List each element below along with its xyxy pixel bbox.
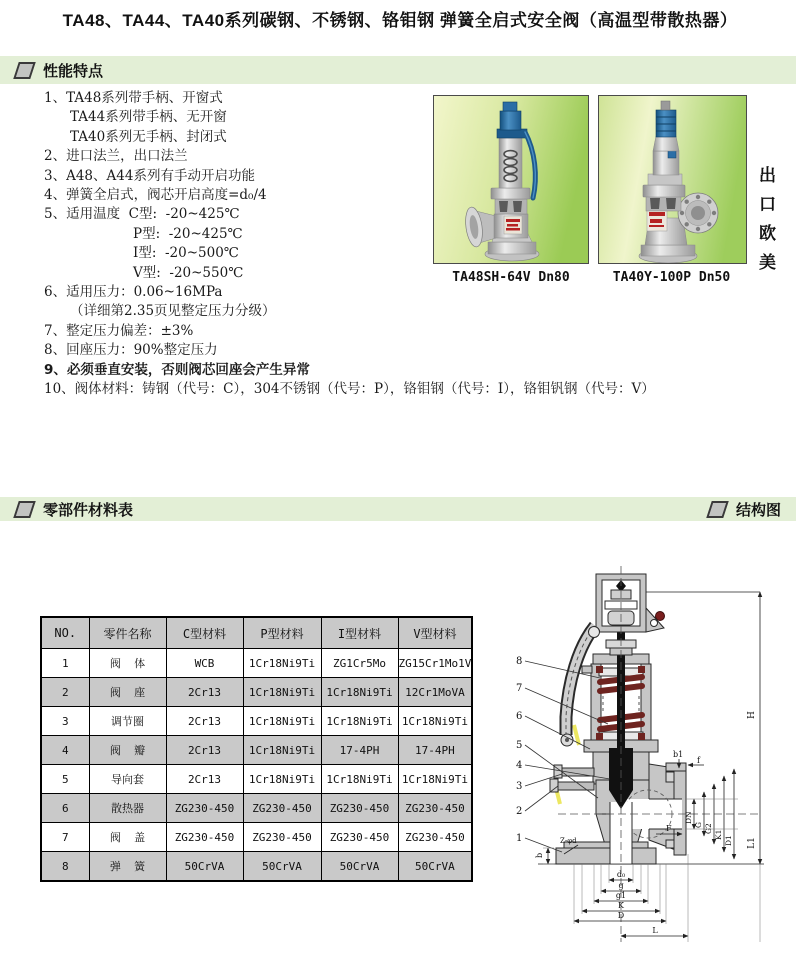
callout-1: 1 bbox=[516, 833, 523, 844]
dim-f: f bbox=[697, 756, 700, 765]
table-cell: 50CrVA bbox=[398, 852, 472, 882]
dim-G: G bbox=[694, 822, 703, 828]
table-cell: 1Cr18Ni9Ti bbox=[398, 707, 472, 736]
feature-line: TA40系列无手柄、封闭式 bbox=[70, 128, 227, 145]
table-cell: 50CrVA bbox=[166, 852, 243, 882]
feature-line: 9、必须垂直安装，否则阀芯回座会产生异常 bbox=[44, 361, 310, 378]
callout-3: 3 bbox=[516, 781, 523, 792]
dim-F: F bbox=[666, 824, 672, 833]
section-bar-materials bbox=[0, 497, 796, 521]
table-cell: 7 bbox=[41, 823, 89, 852]
table-cell: ZG1Cr5Mo bbox=[321, 649, 398, 678]
table-cell: WCB bbox=[166, 649, 243, 678]
feature-line: 5、适用温度 C型: -20~425℃ bbox=[44, 206, 240, 223]
table-cell: 阀 体 bbox=[89, 649, 166, 678]
table-row bbox=[41, 649, 472, 678]
dim-D1: D1 bbox=[724, 835, 733, 846]
table-cell: 2Cr13 bbox=[166, 678, 243, 707]
table-cell: 1Cr18Ni9Ti bbox=[321, 678, 398, 707]
table-row bbox=[41, 765, 472, 794]
export-label: 出口欧美 bbox=[756, 166, 775, 282]
table-cell: 1 bbox=[41, 649, 89, 678]
dim-DN: DN bbox=[684, 811, 693, 824]
table-cell: 散热器 bbox=[89, 794, 166, 823]
table-cell: ZG230-450 bbox=[166, 794, 243, 823]
feature-line: 6、适用压力：0.06~16MPa bbox=[44, 284, 223, 301]
feature-line: TA44系列带手柄、无开窗 bbox=[70, 109, 227, 126]
table-cell: ZG230-450 bbox=[398, 823, 472, 852]
materials-heading: 零部件材料表 bbox=[43, 501, 134, 519]
structure-diagram bbox=[498, 552, 800, 964]
page-title: TA48、TA44、TA40系列碳钢、不锈钢、铬钼钢 弹簧全启式安全阀（高温型带散热器） bbox=[62, 11, 738, 30]
structure-heading: 结构图 bbox=[736, 501, 782, 519]
feature-line: 1、TA48系列带手柄、开窗式 bbox=[44, 90, 223, 106]
table-cell: 1Cr18Ni9Ti bbox=[321, 765, 398, 794]
table-cell: 导向套 bbox=[89, 765, 166, 794]
feature-line: I型: -20~500℃ bbox=[133, 245, 239, 262]
feature-line: V型: -20~550℃ bbox=[133, 264, 244, 281]
section-marker-icon bbox=[13, 62, 36, 79]
table-row bbox=[41, 736, 472, 765]
table-cell: 阀 盖 bbox=[89, 823, 166, 852]
table-cell: 1Cr18Ni9Ti bbox=[243, 707, 321, 736]
photo-caption-ta48: TA48SH-64V Dn80 bbox=[452, 270, 570, 285]
table-cell: 50CrVA bbox=[321, 852, 398, 882]
table-row bbox=[41, 823, 472, 852]
table-header-cell: I型材料 bbox=[321, 617, 398, 649]
table-cell: 2Cr13 bbox=[166, 765, 243, 794]
table-cell: ZG230-450 bbox=[321, 794, 398, 823]
table-cell: 3 bbox=[41, 707, 89, 736]
table-row bbox=[41, 852, 472, 882]
table-cell: 2 bbox=[41, 678, 89, 707]
table-header-cell: C型材料 bbox=[166, 617, 243, 649]
dim-Zd: Z-φd bbox=[560, 837, 577, 845]
photo-caption-ta40: TA40Y-100P Dn50 bbox=[612, 270, 731, 285]
table-cell: 调节圈 bbox=[89, 707, 166, 736]
dim-H: H bbox=[747, 711, 757, 719]
table-row bbox=[41, 794, 472, 823]
dim-D: D bbox=[617, 911, 625, 920]
table-cell: ZG230-450 bbox=[166, 823, 243, 852]
section-marker-icon bbox=[13, 501, 36, 518]
dim-L: L bbox=[652, 926, 658, 935]
materials-table-body bbox=[41, 649, 472, 882]
dim-d0: d₀ bbox=[616, 870, 626, 879]
table-cell: 1Cr18Ni9Ti bbox=[243, 678, 321, 707]
feature-line: 4、弹簧全启式，阀芯开启高度=d₀/4 bbox=[44, 187, 267, 204]
table-cell: 弹 簧 bbox=[89, 852, 166, 882]
table-cell: ZG230-450 bbox=[243, 794, 321, 823]
table-row bbox=[41, 707, 472, 736]
table-cell: 17-4PH bbox=[321, 736, 398, 765]
dim-g1: g1 bbox=[615, 891, 627, 900]
features-heading: 性能特点 bbox=[43, 62, 104, 80]
table-cell: 12Cr1MoVA bbox=[398, 678, 472, 707]
dim-K: K bbox=[618, 901, 624, 910]
materials-table bbox=[40, 616, 473, 882]
callout-6: 6 bbox=[516, 711, 523, 722]
table-cell: 1Cr18Ni9Ti bbox=[321, 707, 398, 736]
dim-b1: b1 bbox=[673, 750, 684, 759]
table-cell: ZG230-450 bbox=[321, 823, 398, 852]
table-cell: 1Cr18Ni9Ti bbox=[243, 649, 321, 678]
table-cell: 5 bbox=[41, 765, 89, 794]
table-cell: 2Cr13 bbox=[166, 707, 243, 736]
feature-line: 7、整定压力偏差：±3% bbox=[44, 322, 194, 339]
table-cell: ZG15Cr1Mo1V bbox=[398, 649, 472, 678]
valve-photo-ta40-illustration bbox=[599, 96, 746, 263]
dim-K1: K1 bbox=[714, 829, 723, 840]
callout-4: 4 bbox=[516, 760, 523, 771]
dim-L1: L1 bbox=[747, 837, 757, 849]
table-header-cell: NO. bbox=[41, 617, 89, 649]
table-cell: 50CrVA bbox=[243, 852, 321, 882]
table-cell: 1Cr18Ni9Ti bbox=[243, 765, 321, 794]
product-photo-ta48 bbox=[433, 95, 589, 264]
valve-photo-ta48-illustration bbox=[434, 96, 588, 263]
table-cell: 阀 瓣 bbox=[89, 736, 166, 765]
section-bar-features bbox=[0, 56, 796, 84]
callout-5: 5 bbox=[516, 740, 523, 751]
table-cell: 4 bbox=[41, 736, 89, 765]
dim-G2: G2 bbox=[704, 823, 713, 834]
callout-2: 2 bbox=[516, 806, 523, 817]
table-cell: 1Cr18Ni9Ti bbox=[398, 765, 472, 794]
table-cell: 2Cr13 bbox=[166, 736, 243, 765]
dim-b: b bbox=[535, 852, 544, 858]
dim-g: g bbox=[618, 881, 624, 890]
callout-8: 8 bbox=[516, 656, 523, 667]
table-cell: 8 bbox=[41, 852, 89, 882]
table-cell: ZG230-450 bbox=[243, 823, 321, 852]
table-cell: 6 bbox=[41, 794, 89, 823]
table-header-cell: P型材料 bbox=[243, 617, 321, 649]
materials-table-head bbox=[41, 617, 472, 649]
feature-line: P型: -20~425℃ bbox=[133, 225, 243, 242]
feature-line: 2、进口法兰，出口法兰 bbox=[44, 148, 188, 165]
valve-section-drawing bbox=[498, 552, 800, 964]
table-cell: ZG230-450 bbox=[398, 794, 472, 823]
callout-7: 7 bbox=[516, 683, 523, 694]
section-marker-icon bbox=[706, 501, 729, 518]
product-photo-ta40 bbox=[598, 95, 747, 264]
feature-line: 10、阀体材料：铸钢（代号：C），304不锈钢（代号：P），铬钼钢（代号：I），铬钼钒钢（代号：V） bbox=[44, 381, 655, 398]
table-row bbox=[41, 678, 472, 707]
feature-line: 3、A48、A44系列有手动开启功能 bbox=[44, 167, 255, 184]
feature-line: （详细第2.35页见整定压力分级） bbox=[70, 303, 276, 320]
table-cell: 1Cr18Ni9Ti bbox=[243, 736, 321, 765]
feature-line: 8、回座压力：90%整定压力 bbox=[44, 342, 218, 359]
table-header-cell: V型材料 bbox=[398, 617, 472, 649]
table-cell: 17-4PH bbox=[398, 736, 472, 765]
table-cell: 阀 座 bbox=[89, 678, 166, 707]
table-header-cell: 零件名称 bbox=[89, 617, 166, 649]
